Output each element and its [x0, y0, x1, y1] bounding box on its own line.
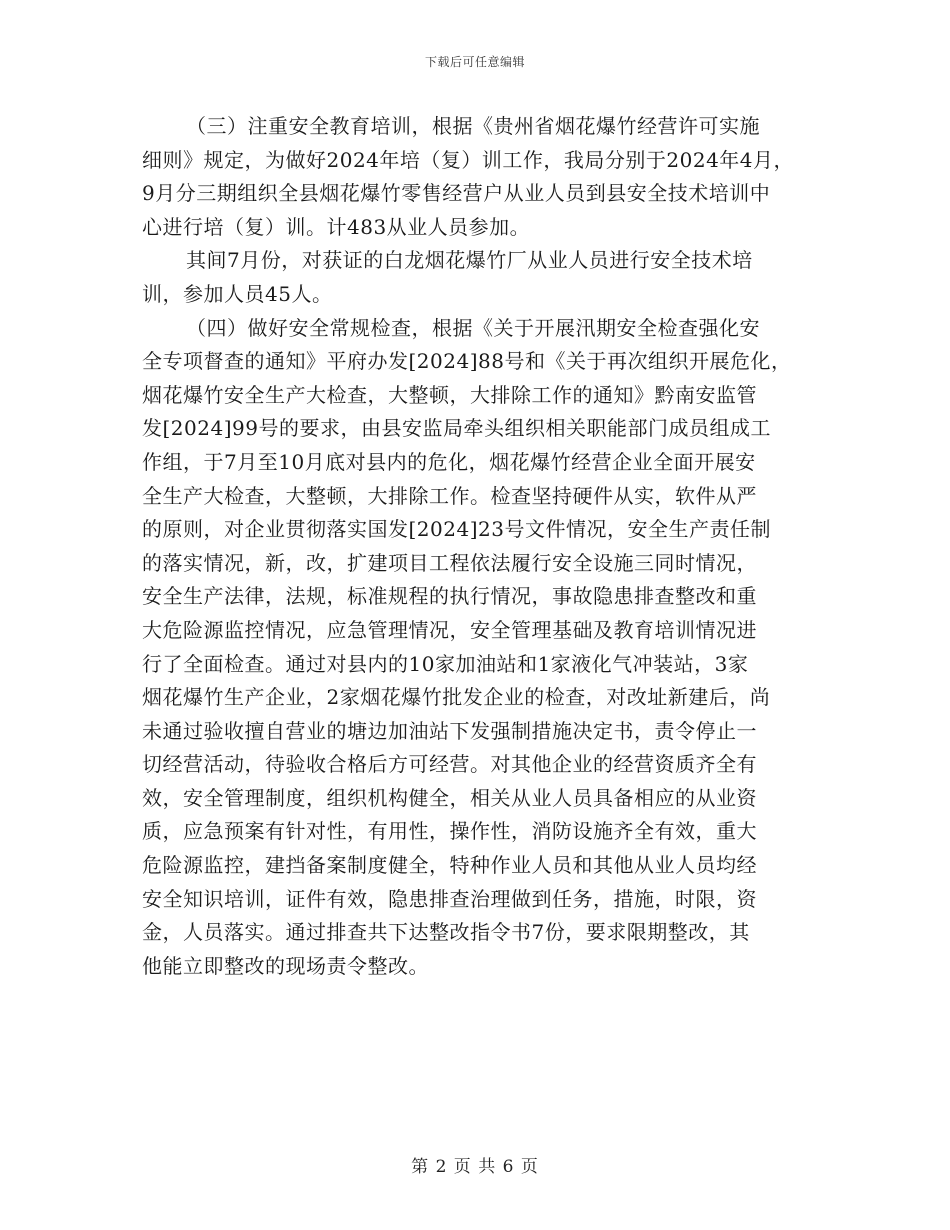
text-line: 行了全面检查。通过对县内的10家加油站和1家液化气冲装站，3家: [142, 651, 749, 676]
text-line: 效，安全管理制度，组织机构健全，相关从业人员具备相应的从业资: [142, 785, 757, 810]
text-line: （三）注重安全教育培训，根据《贵州省烟花爆竹经营许可实施: [186, 114, 760, 138]
text-line: 全生产大检查，大整顿，大排除工作。检查坚持硬件从实，软件从严: [142, 483, 757, 508]
text-line: 其间7月份，对获证的白龙烟花爆竹厂从业人员进行安全技术培: [186, 248, 753, 273]
text-line: 9月分三期组织全县烟花爆竹零售经营户从业人员到县安全技术培训中: [142, 181, 771, 206]
text-line: 作组，于7月至10月底对县内的危化，烟花爆竹经营企业全面开展安: [142, 449, 756, 474]
text-line: 烟花爆竹生产企业，2家烟花爆竹批发企业的检查，对改址新建后，尚: [142, 685, 771, 710]
text-line: 烟花爆竹安全生产大检查，大整顿，大排除工作的通知》黔南安监管: [142, 382, 757, 407]
text-line: 全专项督查的通知》平府办发[2024]88号和《关于再次组织开展危化，: [142, 349, 792, 374]
text-line: 未通过验收擅自营业的塘边加油站下发强制措施决定书，责令停止一: [142, 718, 757, 743]
page-number-footer: 第 2 页 共 6 页: [411, 1157, 539, 1177]
text-line: 切经营活动，待验收合格后方可经营。对其他企业的经营资质齐全有: [142, 752, 757, 777]
text-line: 发[2024]99号的要求，由县安监局牵头组织相关职能部门成员组成工: [142, 416, 771, 441]
text-line: 的落实情况，新，改，扩建项目工程依法履行安全设施三同时情况，: [142, 550, 757, 575]
text-line: 心进行培（复）训。计483从业人员参加。: [142, 214, 531, 239]
text-line: 他能立即整改的现场责令整改。: [142, 953, 429, 978]
text-line: 细则》规定，为做好2024年培（复）训工作，我局分别于2024年4月，: [142, 147, 795, 172]
text-line: 的原则，对企业贯彻落实国发[2024]23号文件情况，安全生产责任制: [142, 517, 771, 542]
text-line: 训，参加人员45人。: [142, 281, 333, 306]
page-header-note: 下载后可任意编辑: [424, 55, 525, 69]
text-line: 安全知识培训，证件有效，隐患排查治理做到任务，措施，时限，资: [142, 886, 757, 911]
text-line: 大危险源监控情况，应急管理情况，安全管理基础及教育培训情况进: [142, 617, 757, 642]
text-line: 金，人员落实。通过排查共下达整改指令书7份，要求限期整改，其: [142, 920, 750, 945]
text-line: 危险源监控，建挡备案制度健全，特种作业人员和其他从业人员均经: [142, 853, 757, 878]
text-line: 安全生产法律，法规，标准规程的执行情况，事故隐患排查整改和重: [142, 584, 757, 609]
paragraph-training: [142, 110, 822, 244]
text-line: （四）做好安全常规检查，根据《关于开展汛期安全检查强化安: [186, 315, 760, 340]
text-line: 质，应急预案有针对性，有用性，操作性，消防设施齐全有效，重大: [142, 819, 757, 844]
paragraph-july-training: [142, 244, 822, 311]
paragraph-inspection: [142, 312, 822, 984]
document-body: [142, 110, 822, 983]
